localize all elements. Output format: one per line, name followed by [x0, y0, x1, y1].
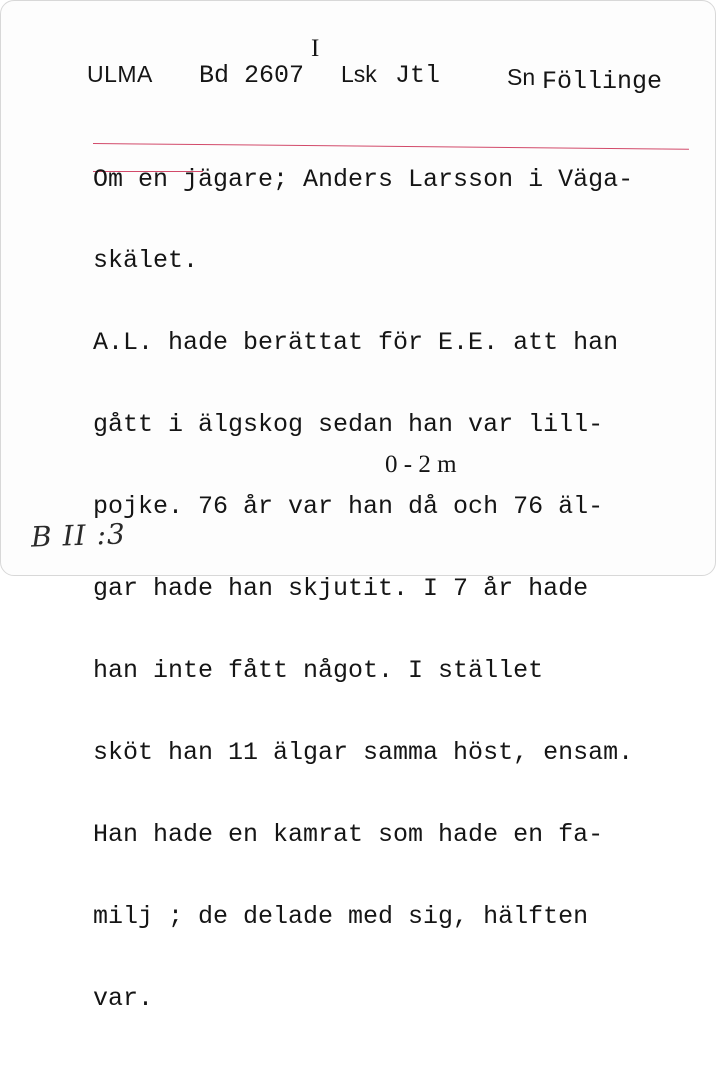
archive-code: ULMA [87, 61, 153, 87]
record-text [93, 111, 693, 1066]
text-line: han inte fått något. I stället [93, 655, 544, 685]
text-line: Han hade en kamrat som hade en fa- [93, 819, 604, 849]
county-label: Lsk [341, 61, 377, 87]
parish-label: Sn [507, 64, 536, 90]
measurement-note: 0 - 2 m [385, 451, 457, 478]
text-line: gått i älgskog sedan han var lill- [93, 410, 604, 440]
text-line: milj ; de delade med sig, hälften [93, 901, 589, 931]
text-line: sköt han 11 älgar samma höst, ensam. [93, 737, 634, 767]
text-line: A.L. hade berättat för E.E. att han [93, 328, 619, 358]
county-name: Jtl [395, 61, 441, 90]
text-line: pojke. 76 år var han då och 76 äl- [93, 492, 604, 522]
sheet-numeral: I [311, 35, 320, 62]
handwritten-signum: B II :3 [30, 517, 127, 554]
text-line: Om en jägare; Anders Larsson i Väga- [93, 164, 634, 194]
parish-name: Föllinge [542, 67, 663, 96]
text-line: var. [93, 983, 154, 1013]
text-line: gar hade han skjutit. I 7 år hade [93, 574, 589, 604]
volume-number: Bd 2607 [199, 61, 305, 90]
text-line: skälet. [93, 246, 199, 276]
